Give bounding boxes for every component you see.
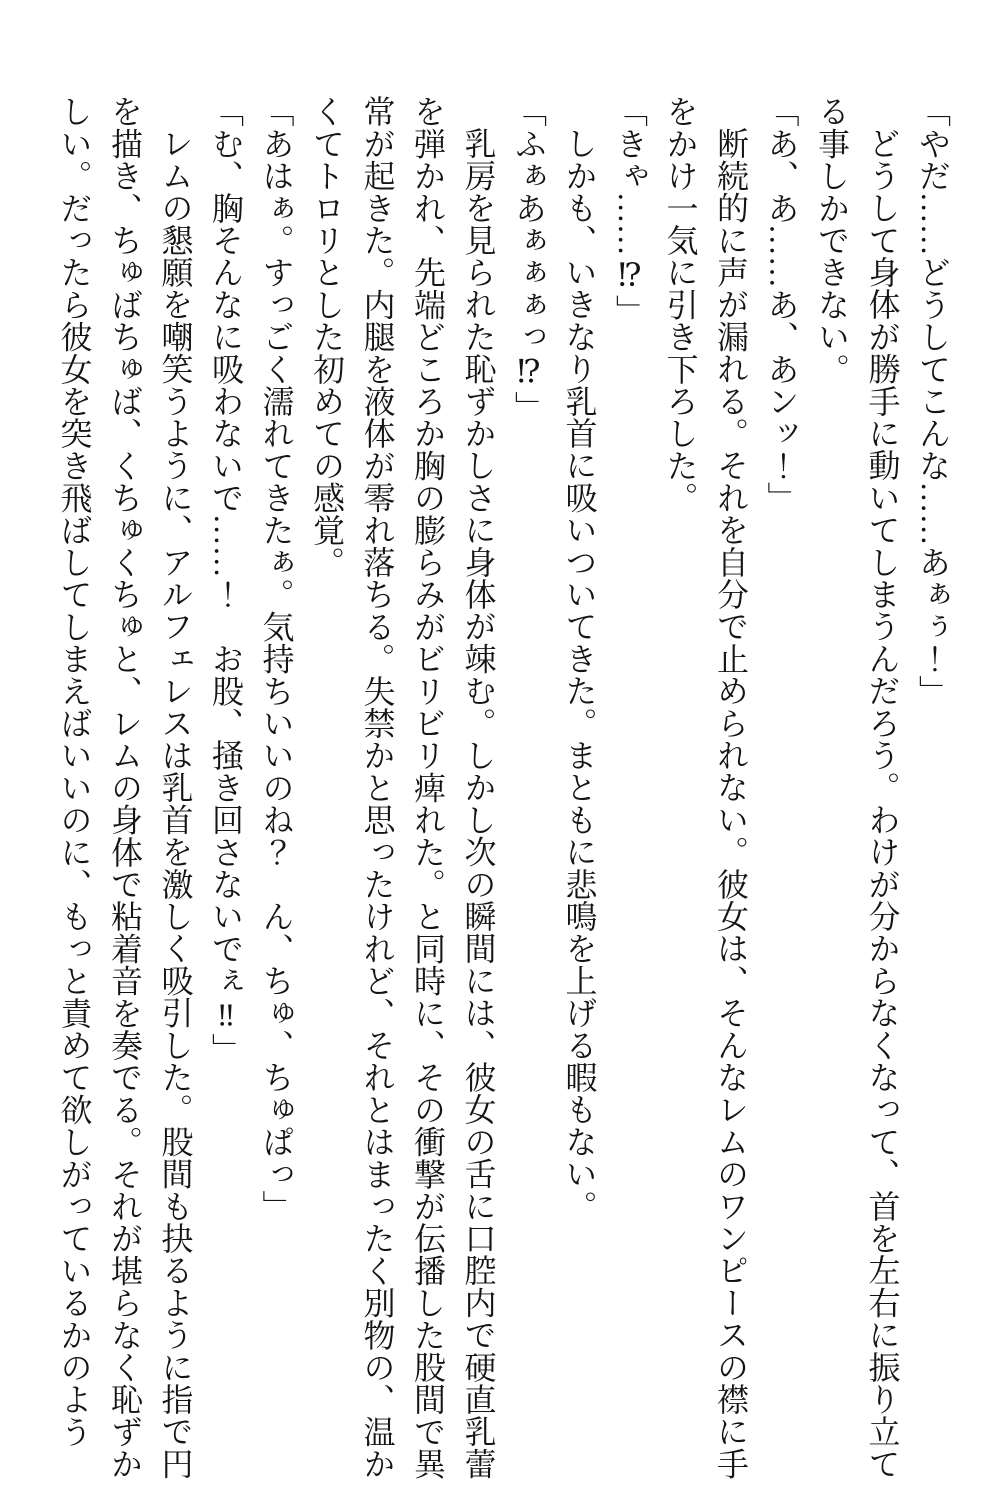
text-column: 「やだ……どうしてこんな……あぁぅ！」 bbox=[915, 95, 951, 707]
text-column: 「あはぁ。すっごく濡れてきたぁ。気持ちいいのね？ ん、ちゅ、ちゅぱっ」 bbox=[258, 95, 295, 1222]
text-column: を描き、ちゅばちゅば、くちゅくちゅと、レムの身体で粘着音を奏でる。それが堪らなく恥ずか bbox=[107, 95, 143, 1480]
text-column: 「む、胸そんなに吸わないで……！ お股、掻き回さないでぇ‼」 bbox=[208, 95, 244, 1065]
text-column: くてトロリとした初めての感覚。 bbox=[309, 95, 345, 578]
text-column: を弾かれ、先端どころか胸の膨らみがビリビリ痺れた。と同時に、その衝撃が伝播した股間で異 bbox=[410, 95, 446, 1480]
text-column: 常が起きた。内腿を液体が零れ落ちる。失禁かと思ったけれど、それとはまったく別物の、温か bbox=[359, 95, 396, 1480]
text-column: しかも、いきなり乳首に吸いついてきた。まともに悲鳴を上げる暇もない。 bbox=[561, 127, 598, 1222]
text-column: 乳房を見られた恥ずかしさに身体が竦む。しかし次の瞬間には、彼女の舌に口腔内で硬直乳蕾 bbox=[460, 127, 497, 1480]
text-column: 「あ、あ……あ、あンッ！」 bbox=[763, 95, 800, 514]
text-column: る事しかできない。 bbox=[814, 95, 850, 385]
text-column: 「きゃ……⁉」 bbox=[612, 95, 648, 327]
text-column: 「ふぁあぁぁぁっ⁉」 bbox=[511, 95, 547, 423]
text-column: しい。だったら彼女を突き飛ばしてしまえばいいのに、もっと責めて欲しがっているかのよう bbox=[56, 95, 93, 1448]
text-column: レムの懇願を嘲笑うように、アルフェレスは乳首を激しく吸引した。股間も抉るように指で円 bbox=[157, 127, 194, 1480]
text-column: 断続的に声が漏れる。それを自分で止められない。彼女は、そんなレムのワンピースの襟に手 bbox=[713, 127, 749, 1480]
text-column: をかけ一気に引き下ろした。 bbox=[662, 95, 699, 514]
text-column: どうして身体が勝手に動いてしまうんだろう。わけが分からなくなって、首を左右に振り立て bbox=[864, 127, 901, 1480]
